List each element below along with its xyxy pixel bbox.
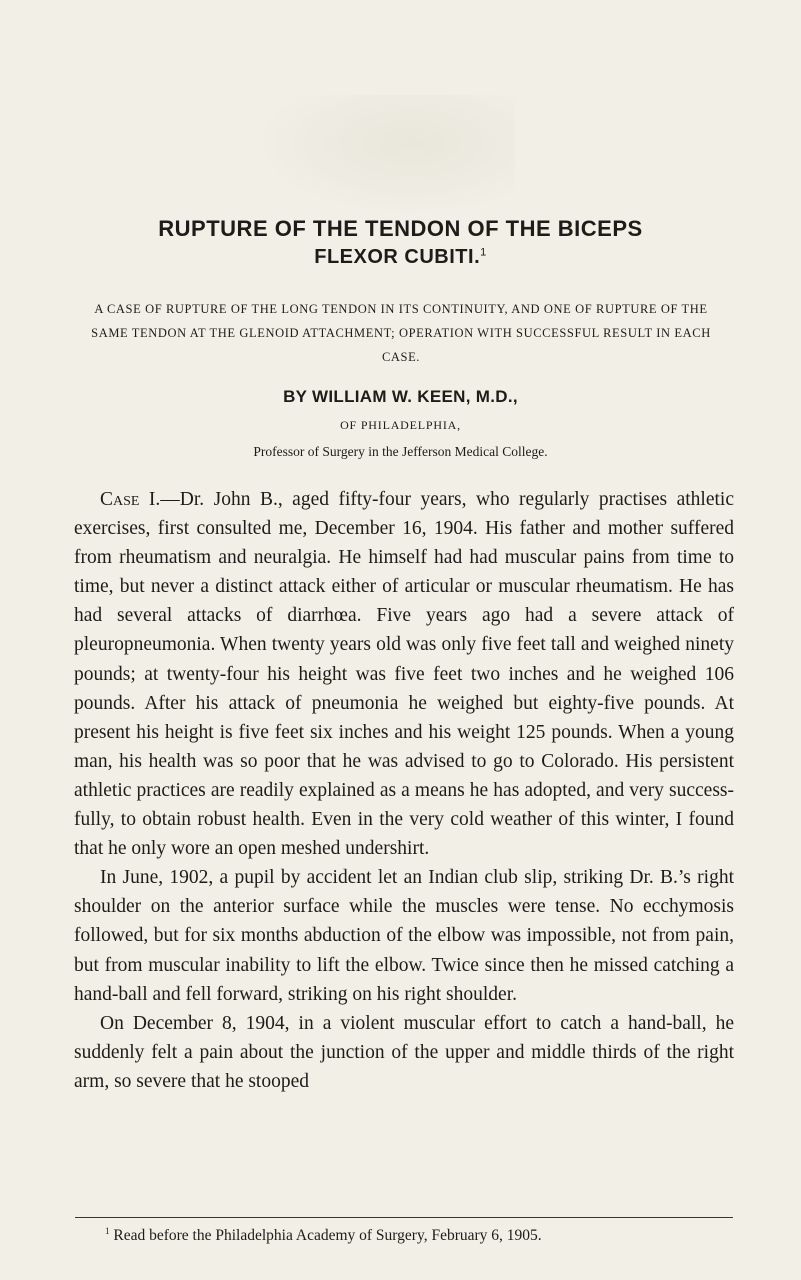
article-title-line2-text: FLEXOR CUBITI. [314,246,481,268]
paragraph-1-text: —Dr. John B., aged fifty-four years, who regularly practises athletic exercises, first consulted me, December 16, 1904. His father and mother suffered from rheumatism and neuralgia. He himself had had muscular pains from time to time, but never a distinct attack either of articular or muscular rheumatism. He has had several attacks of diarrhœa. Five years ago had a severe attack of pleuropneumonia. When twenty years old was only five feet tall and weighed ninety pounds; at twenty-four his height was five feet two inches and he weighed 106 pounds. After his attack of pneumonia he weighed but eighty-five pounds. At present his height is five feet six inches and his weight 125 pounds. When a young man, his health was so poor that he was advised to go to Colorado. His persistent athletic practices are readily explained as a means he has adopted, and very success-fully, to obtain robust health. Even in the very cold weather of this winter, I found that he only wore an open meshed undershirt. [74,489,734,860]
author-affiliation: OF PHILADELPHIA, [340,418,461,432]
footnote [105,1226,745,1245]
paragraph-1 [74,485,734,863]
paragraph-3: On December 8, 1904, in a violent muscular effort to catch a hand-ball, he suddenly felt a pain about the junction of the upper and middle thirds of the right arm, so severe that he stooped [74,1012,734,1092]
footnote-text: Read before the Philadelphia Academy of Surgery, February 6, 1905. [113,1227,542,1245]
footnote-divider [75,1217,733,1218]
article-title-line1: RUPTURE OF THE TENDON OF THE BICEPS [158,216,643,241]
author-byline: BY WILLIAM W. KEEN, M.D., [283,387,518,406]
article-title-line2 [0,246,801,269]
article-body [74,485,734,1096]
title-footnote-mark: 1 [480,246,487,259]
case-heading: Case I. [100,489,161,510]
article-subtitle: A CASE OF RUPTURE OF THE LONG TENDON IN ITS CONTINUITY, AND ONE OF RUPTURE OF THE SAME TENDON AT THE GLENOID ATTACHMENT; OPERATION WITH SUCCESSFUL RESULT IN EACH CASE. [91,302,711,364]
paper-stain [255,95,515,215]
footnote-mark: 1 [105,1226,110,1236]
author-position: Professor of Surgery in the Jefferson Medical College. [253,444,548,459]
paragraph-2: In June, 1902, a pupil by accident let an Indian club slip, striking Dr. B.’s right shoulder on the anterior surface while the muscles were tense. No ecchymosis followed, but for six months abduction of the elbow was impossible, not from pain, but from muscular inability to lift the elbow. Twice since then he missed catching a hand-ball and fell forward, striking on his right shoulder. [74,867,734,1005]
